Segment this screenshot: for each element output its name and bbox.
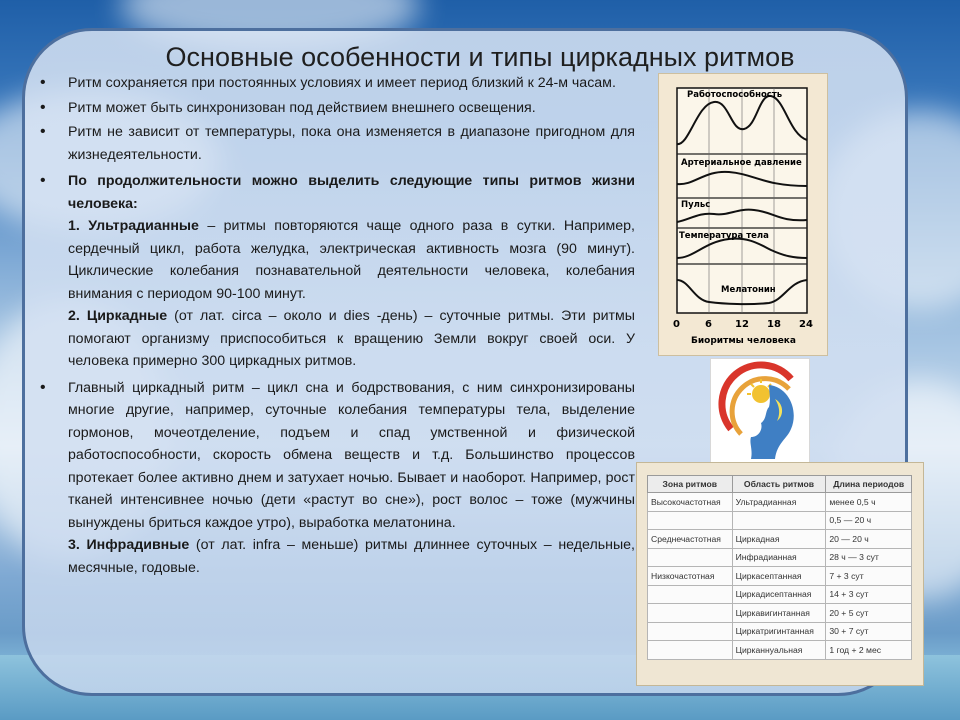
table-cell [648,548,733,567]
table-row [648,530,912,549]
table-cell: 28 ч — 3 сут [826,548,912,567]
table-cell: 20 — 20 ч [826,530,912,549]
bullet-item [40,121,635,166]
bullet-text: Ритм не зависит от температуры, пока она изменяется в диапазоне пригодном для жизнедеятельности. [68,124,635,163]
table-header-row [648,476,912,493]
table-cell: Ультрадианная [732,493,826,512]
graph-label: Артериальное давление [681,158,802,168]
table-header-cell: Область ритмов [732,476,826,493]
types-intro: По продолжительности можно выделить следующие типы ритмов жизни человека: [68,173,635,212]
bullet-icon: • [40,378,46,396]
table-cell: Инфрадианная [732,548,826,567]
rhythm-table [647,475,912,660]
graph-label: Пульс [681,200,711,210]
bullet-icon: • [40,172,46,189]
table-cell [648,511,733,530]
table-cell: Цирканнуальная [732,641,826,660]
bullet-item-main [40,377,635,580]
infradian-term: 3. Инфрадивные [68,537,190,553]
table-row [648,585,912,604]
graph-label: Работоспособность [687,90,783,100]
infradian-text: (от лат. infra – меньше) ритмы длиннее суточных – недельные, месячные, годовые. [68,537,635,576]
table-cell: 14 + 3 сут [826,585,912,604]
sun-moon-head-icon [711,359,809,462]
biorhythm-graph [658,73,828,356]
table-header-cell: Зона ритмов [648,476,733,493]
bullet-icon: • [40,123,46,140]
ultradian-term: 1. Ультрадианные [68,218,199,234]
table-row [648,567,912,586]
main-rhythm-text: Главный циркадный ритм – цикл сна и бодрствования, с ним синхронизированы многие другие, например, суточные колебания температуры тела, выделение гормонов, мочеотделение, подъем и спад умственной и физической работоспособности, скорость обмена веществ и т.д. Большинство процессов протекает более активно днем и затухает ночью. Бывает и наоборот. Например, рост тканей интенсивнее ночью (дети «растут во сне»), рост волос – тоже (мужчины вынуждены бриться каждое утро), выработка мелатонина. [68,379,635,531]
graph-tick: 18 [767,319,781,330]
biorhythm-graph-svg [659,74,827,355]
table-cell: Циркасептанная [732,567,826,586]
table-row [648,622,912,641]
table-cell: 1 год + 2 мес [826,641,912,660]
table-cell: Среднечастотная [648,530,733,549]
table-cell: Циркадная [732,530,826,549]
bullet-item-types [40,170,635,373]
table-row [648,493,912,512]
table-cell: 7 + 3 сут [826,567,912,586]
bullet-item [40,72,635,95]
graph-label: Температура тела [679,231,769,241]
graph-caption: Биоритмы человека [691,336,796,346]
table-cell: Низкочастотная [648,567,733,586]
slide-title: Основные особенности и типы циркадных ритмов [165,42,795,72]
table-cell: Циркадисептанная [732,585,826,604]
graph-tick: 24 [799,319,813,330]
table-row [648,548,912,567]
graph-label: Мелатонин [721,285,776,295]
bullet-text: Ритм сохраняется при постоянных условиях и имеет период близкий к 24-м часам. [68,75,616,91]
graph-tick: 0 [673,319,680,330]
bullet-icon: • [40,98,46,116]
sun-moon-head-illustration [710,358,810,463]
table-cell: 0,5 — 20 ч [826,511,912,530]
circadian-term: 2. Циркадные [68,308,168,324]
table-row [648,511,912,530]
table-row [648,641,912,660]
bullet-text: Ритм может быть синхронизован под действием внешнего освещения. [68,99,536,116]
bullet-item [40,97,635,120]
ultradian-text: – ритмы повторяются чаще одного раза в сутки. Например, сердечный цикл, работа желудка, электрическая активность мозга (90 минут). Циклические колебания познавательной деятельности человека, колебания внимания с периодом 90-100 минут. [68,218,635,302]
table-cell: 20 + 5 сут [826,604,912,623]
table-row [648,604,912,623]
table-cell: Циркавигинтанная [732,604,826,623]
table-cell [648,604,733,623]
table-cell [648,585,733,604]
table-cell: менее 0,5 ч [826,493,912,512]
table-cell [648,622,733,641]
table-cell: 30 + 7 сут [826,622,912,641]
bullet-icon: • [40,74,46,91]
table-header-cell: Длина периодов [826,476,912,493]
table-cell: Циркатригинтанная [732,622,826,641]
graph-tick: 6 [705,319,712,330]
circadian-text: (от лат. circa – около и dies -день) – суточные ритмы. Эти ритмы помогают организму приспособиться к вращению Земли вокруг своей оси. У человека примерно 300 циркадных ритмов. [68,308,635,369]
table-cell: Высокочастотная [648,493,733,512]
text-body [40,72,635,581]
table-cell [732,511,826,530]
graph-tick: 12 [735,319,749,330]
table-cell [648,641,733,660]
rhythm-table-image [636,462,924,686]
